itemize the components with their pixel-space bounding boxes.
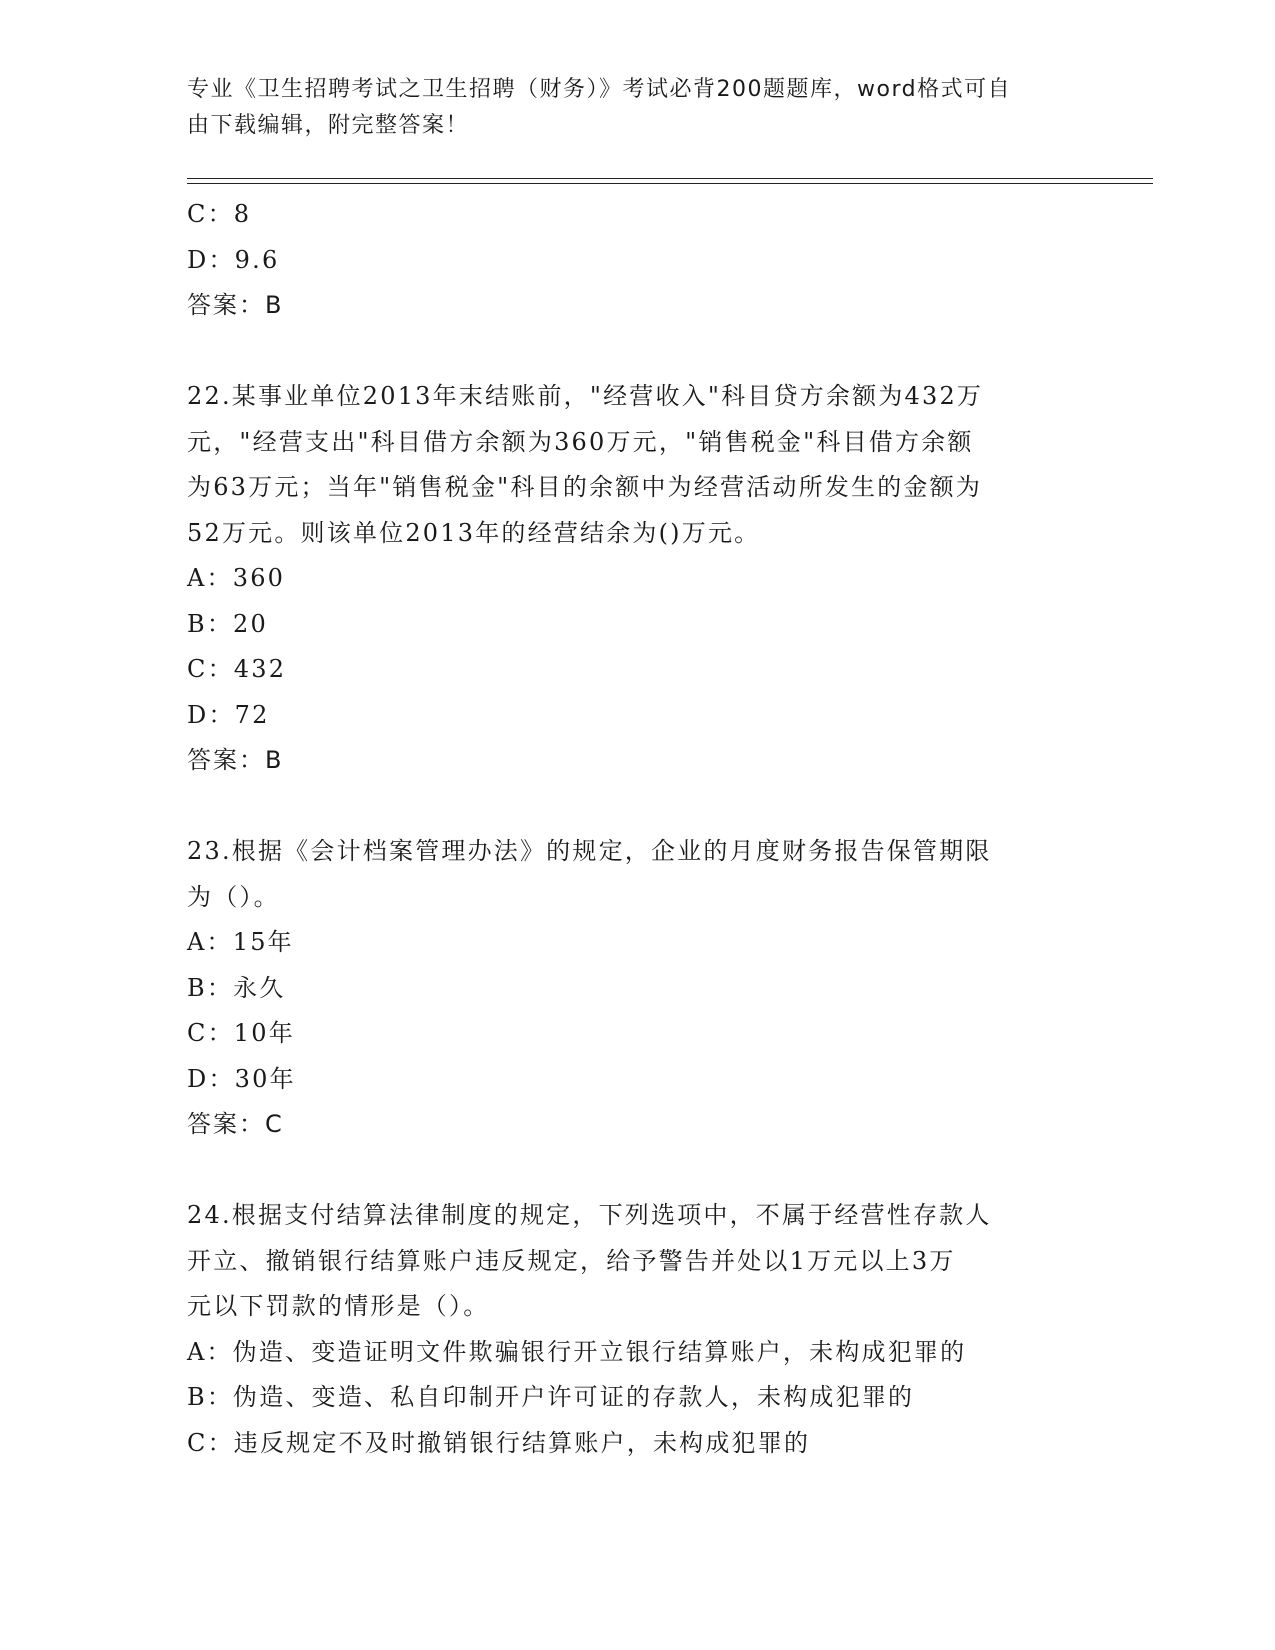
option-b: B：永久 xyxy=(187,973,286,1002)
spacer xyxy=(187,1148,1087,1194)
question-24 xyxy=(187,1193,1087,1466)
option-b: B：伪造、变造、私自印制开户许可证的存款人，未构成犯罪的 xyxy=(187,1383,915,1411)
question-text-line: 为（）。 xyxy=(187,882,280,911)
option-a: A：360 xyxy=(187,564,286,592)
option-d: D：9.6 xyxy=(187,245,280,274)
question-22 xyxy=(187,374,1087,784)
option-a: A：伪造、变造证明文件欺骗银行开立银行结算账户，未构成犯罪的 xyxy=(187,1337,967,1366)
answer-line: 答案：C xyxy=(187,1110,284,1138)
answer-line: 答案：B xyxy=(187,291,284,319)
answer-line: 答案：B xyxy=(187,746,284,774)
option-d: D：30年 xyxy=(187,1064,296,1093)
option-b: B：20 xyxy=(187,609,268,638)
question-text-line: 52万元。则该单位2013年的经营结余为()万元。 xyxy=(187,518,761,547)
header-divider-top xyxy=(187,178,1153,179)
header-line-2: 由下载编辑，附完整答案！ xyxy=(187,113,470,138)
option-c: C：10年 xyxy=(187,1019,295,1047)
header-line-1: 专业《卫生招聘考试之卫生招聘（财务）》考试必背200题题库，word格式可自 xyxy=(187,77,1012,102)
question-text-line: 元以下罚款的情形是（）。 xyxy=(187,1292,490,1320)
question-text-line: 为63万元；当年"销售税金"科目的余额中为经营活动所发生的金额为 xyxy=(187,473,983,501)
spacer xyxy=(187,784,1087,830)
question-text-line: 23.根据《会计档案管理办法》的规定，企业的月度财务报告保管期限 xyxy=(187,837,992,865)
option-a: A：15年 xyxy=(187,928,294,956)
question-text-line: 开立、撤销银行结算账户违反规定，给予警告并处以1万元以上3万 xyxy=(187,1246,956,1275)
question-23 xyxy=(187,829,1087,1148)
option-d: D：72 xyxy=(187,700,270,729)
question-text-line: 24.根据支付结算法律制度的规定，下列选项中，不属于经营性存款人 xyxy=(187,1201,992,1229)
document-body xyxy=(187,192,1087,1466)
question-text-line: 元，"经营支出"科目借方余额为360万元，"销售税金"科目借方余额 xyxy=(187,427,974,456)
document-header xyxy=(187,72,1067,144)
option-c: C：8 xyxy=(187,200,252,228)
header-divider-bottom xyxy=(187,183,1153,184)
question-21-tail xyxy=(187,192,1087,329)
option-c: C：432 xyxy=(187,655,287,683)
question-text-line: 22.某事业单位2013年末结账前，"经营收入"科目贷方余额为432万 xyxy=(187,382,984,410)
option-c: C：违反规定不及时撤销银行结算账户，未构成犯罪的 xyxy=(187,1428,811,1457)
spacer xyxy=(187,329,1087,375)
